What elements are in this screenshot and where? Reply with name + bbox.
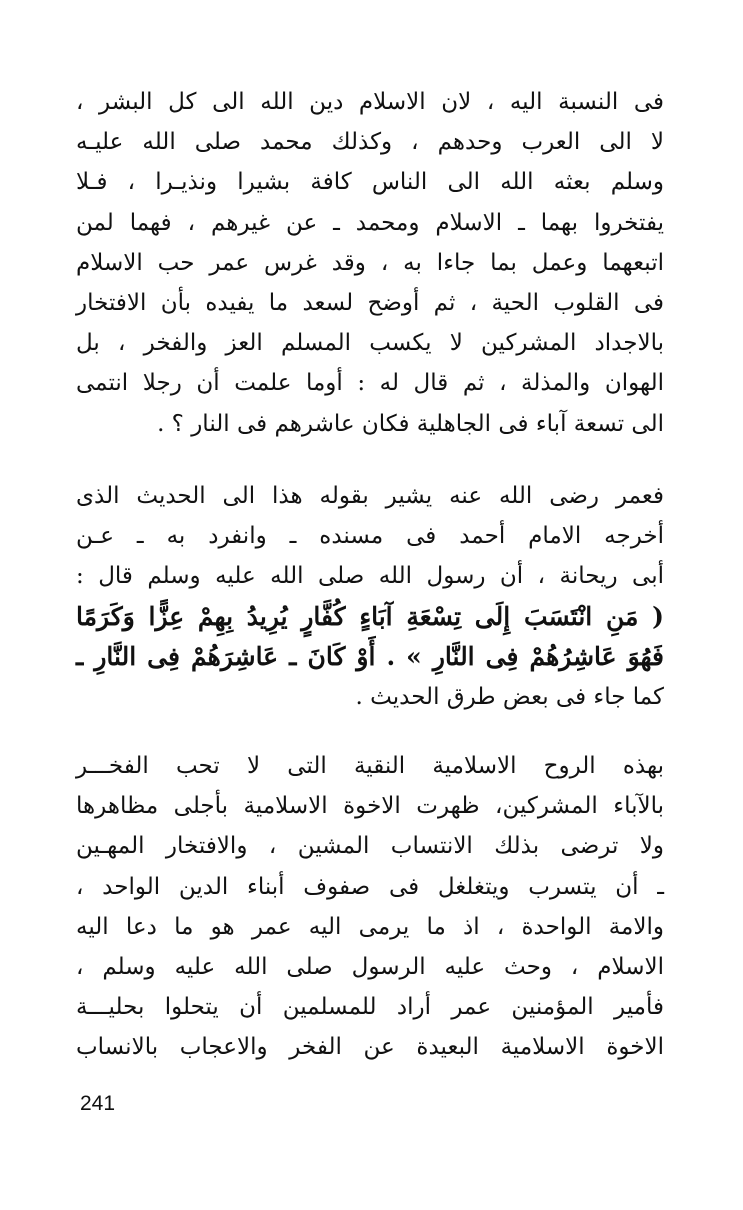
text-line: ولا ترضى بذلك الانتساب المشين ، والافتخار المهـين [76, 833, 664, 860]
text-line: فأمير المؤمنين عمر أراد للمسلمين أن يتحلوا بحليـــة [76, 994, 664, 1021]
paragraph-1 [76, 82, 664, 444]
text-line: اتبعهما وعمل بما جاءا به ، وقد غرس عمر حب الاسلام [76, 249, 664, 276]
text-line: الهوان والمذلة ، ثم قال له : أوما علمت أن رجلا انتمى [76, 370, 664, 397]
text-line: الاسلام ، وحث عليه الرسول صلى الله عليه وسلم ، [76, 953, 664, 980]
hadith-quote-line: ( مَنِ انْتَسَبَ إِلَى تِسْعَةِ آبَاءٍ كُفَّارٍ يُرِيدُ بِهِمْ عِزًّا وَكَرَمًا [76, 601, 664, 631]
text-line: بالاجداد المشركين لا يكسب المسلم العز والفخر ، بل [76, 330, 664, 357]
text-line: يفتخروا بهما ـ الاسلام ومحمد ـ عن غيرهم ، فهما لمن [76, 209, 664, 236]
text-line: كما جاء فى بعض طرق الحديث . [355, 683, 664, 710]
page-number: 241 [80, 1092, 116, 1115]
text-line: ـ أن يتسرب ويتغلغل فى صفوف أبناء الدين الواحد ، [76, 873, 664, 900]
text-line: لا الى العرب وحدهم ، وكذلك محمد صلى الله عليـه [76, 129, 665, 156]
text-line: أبى ريحانة ، أن رسول الله صلى الله عليه وسلم قال : [76, 563, 664, 590]
paragraph-2 [76, 476, 664, 717]
text-line: الى تسعة آباء فى الجاهلية فكان عاشرهم فى النار ؟ . [157, 410, 664, 437]
text-line: بالآباء المشركين، ظهرت الاخوة الاسلامية بأجلى مظاهرها [76, 793, 664, 820]
text-line: بهذه الروح الاسلامية النقية التى لا تحب الفخـــر [76, 753, 664, 779]
text-line: وسلم بعثه الله الى الناس كافة بشيرا ونذيـرا ، فـلا [76, 169, 664, 196]
paragraph-3 [76, 746, 664, 1068]
text-line: أخرجه الامام أحمد فى مسنده ـ وانفرد به ـ عـن [76, 523, 664, 550]
text-line: فعمر رضى الله عنه يشير بقوله هذا الى الحديث الذى [76, 483, 664, 509]
text-line: فى النسبة اليه ، لان الاسلام دين الله الى كل البشر ، [76, 89, 664, 115]
text-line: والامة الواحدة ، اذ ما يرمى اليه عمر هو ما دعا اليه [76, 913, 664, 940]
text-line: فى القلوب الحية ، ثم أوضح لسعد ما يفيده بأن الافتخار [76, 289, 664, 316]
hadith-quote-line: فَهُوَ عَاشِرُهُمْ فِى النَّارِ » . أَوْ كَانَ ـ عَاشِرَهُمْ فِى النَّارِ ـ [76, 641, 664, 671]
text-line: الاخوة الاسلامية البعيدة عن الفخر والاعجاب بالانساب [76, 1034, 664, 1061]
